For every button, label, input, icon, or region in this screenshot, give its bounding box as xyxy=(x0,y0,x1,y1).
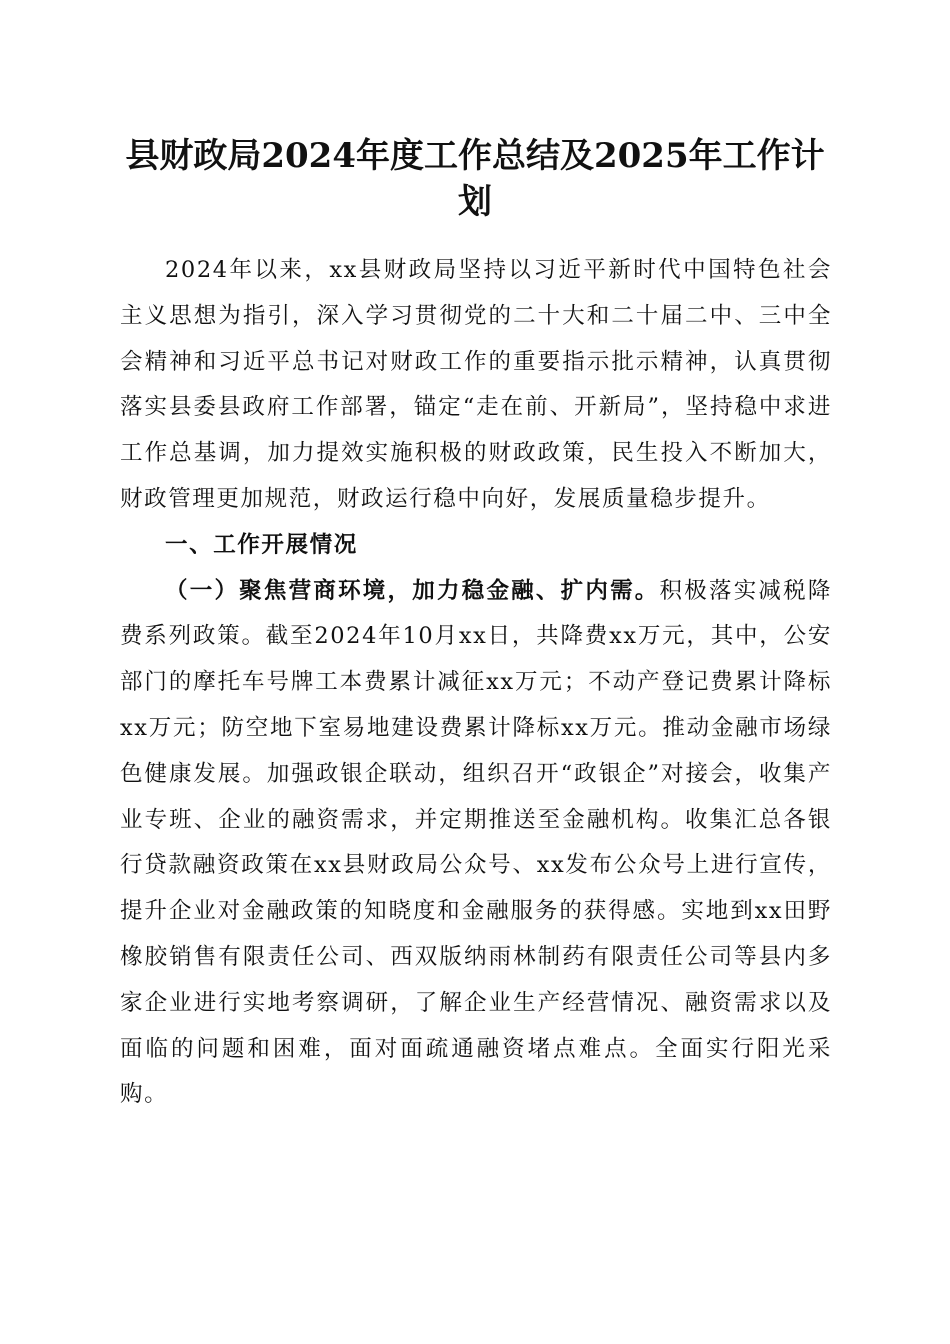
subsection-lead: （一）聚焦营商环境，加力稳金融、扩内需。 xyxy=(165,577,660,604)
subsection-paragraph xyxy=(120,569,832,1119)
section-heading: 一、工作开展情况 xyxy=(165,531,358,558)
intro-paragraph: 2024年以来，xx县财政局坚持以习近平新时代中国特色社会主义思想为指引，深入学习贯彻党的二十大和二十届二中、三中全会精神和习近平总书记对财政工作的重要指示批示精神，认真贯彻落实县委县政府工作部署，锚定“走在前、开新局”，坚持稳中求进工作总基调，加力提效实施积极的财政政策，民生投入不断加大，财政管理更加规范，财政运行稳中向好，发展质量稳步提升。 xyxy=(120,257,832,512)
document-body xyxy=(120,248,832,1118)
subsection-body: 积极落实减税降费系列政策。截至2024年10月xx日，共降费xx万元，其中，公安部门的摩托车号牌工本费累计减征xx万元；不动产登记费累计降标xx万元；防空地下室易地建设费累计降标xx万元。推动金融市场绿色健康发展。加强政银企联动，组织召开“政银企”对接会，收集产业专班、企业的融资需求，并定期推送至金融机构。收集汇总各银行贷款融资政策在xx县财政局公众号、xx发布公众号上进行宣传，提升企业对金融政策的知晓度和金融服务的获得感。实地到xx田野橡胶销售有限责任公司、西双版纳雨林制药有限责任公司等县内多家企业进行实地考察调研，了解企业生产经营情况、融资需求以及面临的问题和困难，面对面疏通融资堵点难点。全面实行阳光采购。 xyxy=(120,577,832,1108)
document-title: 县财政局2024年度工作总结及2025年工作计划 xyxy=(125,136,825,222)
